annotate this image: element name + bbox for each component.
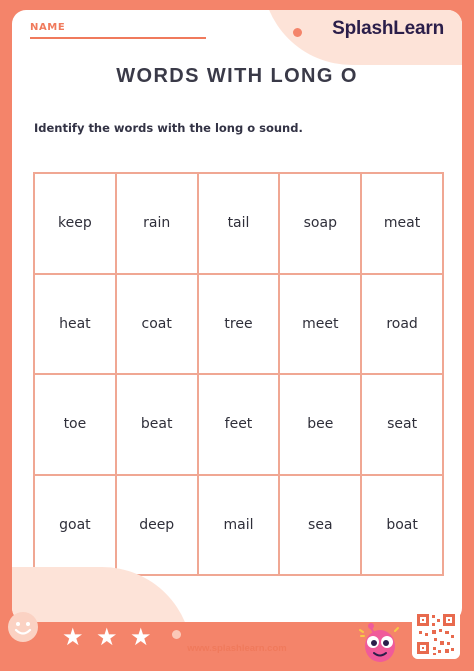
word-cell[interactable]: tail — [198, 173, 280, 274]
word-cell[interactable]: tree — [198, 274, 280, 375]
word-cell[interactable]: feet — [198, 374, 280, 475]
word-cell[interactable]: seat — [361, 374, 443, 475]
word-cell[interactable]: beat — [116, 374, 198, 475]
word-cell[interactable]: keep — [34, 173, 116, 274]
word-cell[interactable]: deep — [116, 475, 198, 576]
word-grid — [33, 172, 444, 576]
star-icon: ★ — [96, 623, 118, 651]
word-cell[interactable]: rain — [116, 173, 198, 274]
word-cell[interactable]: meet — [279, 274, 361, 375]
footer-url[interactable]: www.splashlearn.com — [187, 643, 287, 654]
word-cell[interactable]: bee — [279, 374, 361, 475]
word-cell[interactable]: soap — [279, 173, 361, 274]
star-icon: ★ — [130, 623, 152, 651]
star-icon: ★ — [62, 623, 84, 651]
instruction-text: Identify the words with the long o sound. — [34, 121, 303, 135]
qr-code-icon[interactable] — [412, 609, 460, 659]
worksheet-page — [12, 10, 462, 622]
word-cell[interactable]: heat — [34, 274, 116, 375]
word-cell[interactable]: toe — [34, 374, 116, 475]
decor-dot — [172, 630, 181, 639]
word-cell[interactable]: boat — [361, 475, 443, 576]
decor-dot — [293, 28, 302, 37]
smiley-icon — [8, 612, 38, 642]
page-title: WORDS WITH LONG O — [116, 65, 358, 87]
word-cell[interactable]: road — [361, 274, 443, 375]
word-cell[interactable]: coat — [116, 274, 198, 375]
name-label: NAME — [30, 22, 66, 33]
word-cell[interactable]: mail — [198, 475, 280, 576]
word-cell[interactable]: sea — [279, 475, 361, 576]
word-cell[interactable]: goat — [34, 475, 116, 576]
mascot-icon — [358, 616, 402, 664]
word-cell[interactable]: meat — [361, 173, 443, 274]
name-field-line[interactable] — [30, 37, 206, 39]
brand-logo: SplashLearn — [332, 18, 444, 39]
